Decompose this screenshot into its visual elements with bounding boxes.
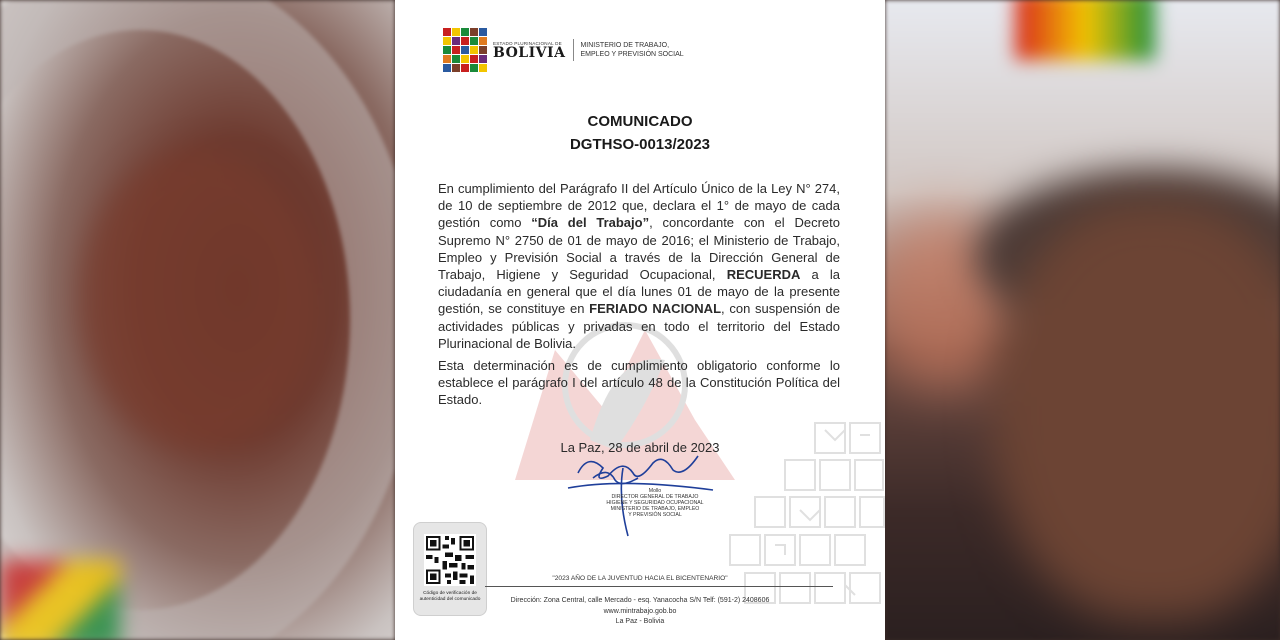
qr-caption: Código de verificación de autenticidad del comunicado <box>419 591 481 602</box>
paragraph-2: Esta determinación es de cumplimiento obligatorio conforme lo establece el parágrafo I del artículo 48 de la Constitución Política del Estado. <box>438 358 840 408</box>
header-logo <box>443 28 684 72</box>
header-divider <box>573 39 574 61</box>
footer-web-link[interactable]: www.mintrabajo.gob.bo <box>603 607 677 615</box>
document-code: DGTHSO-0013/2023 <box>569 136 711 153</box>
state-name: BOLIVIA <box>493 44 566 61</box>
ministry-line-1: MINISTERIO DE TRABAJO, <box>580 42 670 49</box>
sig-line-3: HIGIENE Y SEGURIDAD OCUPACIONAL <box>606 500 704 506</box>
communique-document <box>395 0 885 640</box>
sig-line-4: MINISTERIO DE TRABAJO, EMPLEO <box>610 506 700 512</box>
background-left-blurred-emblem <box>0 0 395 640</box>
p1-bold-dia-del-trabajo: “Día del Trabajo” <box>531 215 650 231</box>
document-date: La Paz, 28 de abril de 2023 <box>560 440 720 455</box>
p1-text-g: , con suspensión de actividades públicas y privadas en todo el territorio del Estado Plurinacional de Bolivia. <box>438 301 841 351</box>
motto: "2023 AÑO DE LA JUVENTUD HACIA EL BICENTENARIO" <box>552 575 728 582</box>
ministry-line-2: EMPLEO Y PREVISIÓN SOCIAL <box>580 51 684 58</box>
p1-text-e: a la ciudadanía en general que el día lunes 01 de mayo de la presente gestión, se constituye en <box>438 267 841 317</box>
p1-text-a: En cumplimiento del Parágrafo II del Artículo Único de la Ley N° 274, de 10 de septiembre de 2012 que, declara el 1° de mayo de cada gestión como <box>438 181 840 231</box>
footer-address: Dirección: Zona Central, calle Mercado - esq. Yanacocha S/N Telf: (591-2) 2408606 <box>510 597 770 604</box>
sig-line-2: DIRECTOR GENERAL DE TRABAJO <box>611 494 699 500</box>
state-name-small: ESTADO PLURINACIONAL DE <box>493 40 562 46</box>
footer-divider <box>485 586 833 587</box>
p1-text-c: , concordante con el Decreto Supremo N° 2750 de 01 de mayo de 2016; el Ministerio de Trabajo, Empleo y Previsión Social a través de la Dirección General de Trabajo, Higiene y Seguridad Ocupacional, <box>438 215 840 283</box>
document-title: COMUNICADO <box>587 113 693 130</box>
sig-line-5: Y PREVISIÓN SOCIAL <box>628 512 682 518</box>
bolivia-mosaic-logo-icon <box>443 28 487 72</box>
p1-bold-recuerda: RECUERDA <box>726 267 801 283</box>
signature-stamp <box>595 488 715 518</box>
sig-line-1: Mollo <box>648 488 662 494</box>
background-right-blurred-photo <box>885 0 1280 640</box>
footer-city: La Paz - Bolivia <box>615 618 665 625</box>
footer <box>395 596 885 628</box>
paragraph-1 <box>438 180 840 352</box>
p1-bold-feriado-nacional: FERIADO NACIONAL <box>589 301 722 317</box>
